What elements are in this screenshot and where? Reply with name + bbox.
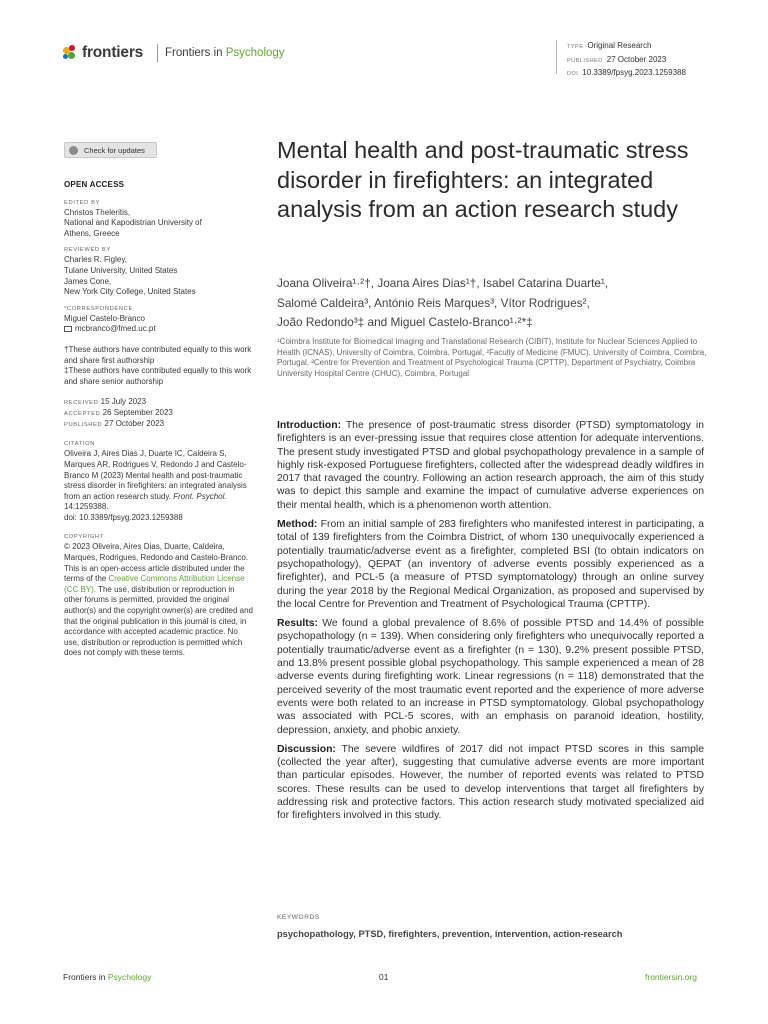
abstract-discussion: Discussion: The severe wildfires of 2017 did not impact PTSD scores in this sample (collected the year after), suggesting that cumulative adverse events are more important than particular episodes. However, the number of reported events was related to PTSD scores. These results can be used to develop interventions that target all firefighters by addressing risk and protective factors. This action research study motivated specialized aid for firefighters involved in this study. — [277, 743, 704, 822]
published-date: 27 October 2023 — [606, 54, 667, 64]
footer-journal[interactable]: Frontiers in Psychology — [63, 972, 152, 982]
page-number: 01 — [379, 972, 389, 982]
keywords: psychopathology, PTSD, firefighters, prevention, intervention, action-research — [277, 929, 623, 939]
refresh-icon — [69, 146, 78, 155]
abstract-results: Results: We found a global prevalence of 8.6% of possible PTSD and 14.4% of possible psychopathology (n = 139). When considering only firefighters who unequivocally reported a potentially traumatic/adverse event as a firefighter (n = 130), 9.2% present possible PTSD, and 13.8% present possible global psychopathology. This sample experienced a mean of 28 adverse events during firefighting work. Linear regressions (n = 118) demonstrated that the perceived severity of the most traumatic event reported and the experience of more adverse events were both related to an increase in PTSD symptomatology. Global psychopathology was associated with PCL-5 scores, with an emphasis on paranoid ideation, hostility, depression, anxiety, and phobic anxiety. — [277, 618, 704, 736]
reviewed-by: REVIEWED BY Charles R. Figley, Tulane University, United States James Cone, New York City College, United States — [64, 247, 196, 297]
authors-line-2: Salomé Caldeira³, António Reis Marques³, Vítor Rodrigues², — [277, 295, 590, 310]
citation: CITATION Oliveira J, Aires Dias J, Duarte IC, Caldeira S, Marques AR, Rodrigues V, Redondo J and Castelo-Branco M (2023) Mental health and post-traumatic stress disorder in firefighters: an integrated analysis from an action research study. Front. Psychol. 14:1259388. doi: 10.3389/fpsyg.2023.1259388 — [64, 440, 264, 523]
mail-icon — [64, 326, 72, 332]
copyright: COPYRIGHT © 2023 Oliveira, Aires Dias, Duarte, Caldeira, Marques, Rodrigues, Redondo and Castelo-Branco. This is an open-access article distributed under the terms of the Creative Commons Attribution License (CC BY). The use, distribution or reproduction in other forums is permitted, provided the original author(s) and the copyright owner(s) are credited and that the original publication in this journal is cited, in accordance with accepted academic practice. No use, distribution or reproduction is permitted which does not comply with these terms. — [64, 534, 253, 658]
affiliations: ¹Coimbra Institute for Biomedical Imaging and Translational Research (CIBIT), Institute for Nuclear Sciences Applied to Health (ICNAS), University of Coimbra, Coimbra, Portugal, ²Faculty of Medicine (FMUC), University of Coimbra, Coimbra, Portugal, ³Centre for Prevention and Treatment of Psychological Trauma (CPTTP), Department of Psychiatry, Coimbra University Hospital Centre (CHUC), Coimbra, Portugal — [277, 337, 707, 379]
abstract-introduction: Introduction: The presence of post-traumatic stress disorder (PTSD) symptomatology in firefighters is an ever-pressing issue that requires close attention for adequate interventions. The present study investigated PTSD and global psychopathology prevalence in a sample of highly risk-exposed Portuguese firefighters, collected after the widespread deadly wildfires in 2017 that ravaged the country. Following an action research approach, the aim of this study was to depict this sample and examine the impact of cumulative adverse experiences on their mental health, which is a phenomenon worth attention. — [277, 420, 704, 511]
article-title: Mental health and post-traumatic stress disorder in firefighters: an integrated analysis from an action research study — [277, 137, 689, 222]
abstract — [277, 419, 704, 829]
open-access-label: OPEN ACCESS — [64, 180, 125, 189]
frontiers-logo[interactable] — [63, 44, 143, 62]
meta-divider — [556, 40, 557, 74]
brand-name: frontiers — [82, 44, 144, 61]
dates: RECEIVED 15 July 2023 ACCEPTED 26 September 2023 PUBLISHED 27 October 2023 — [64, 397, 173, 429]
journal-name[interactable]: Frontiers in Psychology — [165, 47, 285, 59]
author-list — [277, 274, 707, 333]
edited-by: EDITED BY Christos Theleritis, National and Kapodistrian University of Athens, Greece — [64, 199, 202, 238]
authors-line-3: João Redondo³‡ and Miguel Castelo-Branco¹·²*‡ — [277, 315, 533, 329]
article-meta: TYPE Original Research PUBLISHED 27 October 2023 DOI 10.3389/fpsyg.2023.1259388 — [567, 41, 686, 77]
keywords-label: KEYWORDS — [277, 914, 320, 921]
author-notes: †These authors have contributed equally to this work and share first authorship ‡These authors have contributed equally to this work and share senior authorship — [64, 344, 252, 386]
correspondence: *CORRESPONDENCE Miguel Castelo-Branco mcbranco@fmed.uc.pt — [64, 305, 264, 335]
article-type: Original Research — [587, 41, 652, 50]
correspondence-email[interactable]: mcbranco@fmed.uc.pt — [64, 324, 264, 335]
article-sidebar — [64, 180, 264, 666]
doi-link[interactable]: 10.3389/fpsyg.2023.1259388 — [582, 68, 686, 77]
footer-site-link[interactable]: frontiersin.org — [645, 972, 697, 982]
abstract-method: Method: From an initial sample of 283 firefighters who manifested interest in participating, a total of 139 firefighters from the Coimbra District, of whom 130 unequivocally experienced a potentially traumatic/adverse event as a firefighter, completed BSI (to obtain indicators on psychopathology), QEPAT (an inventory of adverse events possibly experienced as a firefighter), and PCL-5 (a measure of PTSD symptomatology) through an online survey during the year 2018 by the Regional Medical Organization, as proposed and supervised by the local Centre for Prevention and Treatment of Psychological Trauma (CPTTP). — [277, 519, 704, 610]
check-for-updates-button[interactable]: Check for updates — [64, 142, 157, 158]
cc-license-link[interactable]: Creative Commons Attribution License (CC BY). — [64, 574, 245, 594]
frontiers-logo-icon — [63, 45, 79, 61]
citation-doi[interactable]: doi: 10.3389/fpsyg.2023.1259388 — [64, 512, 183, 522]
authors-line-1: Joana Oliveira¹·²†, Joana Aires Dias¹†, Isabel Catarina Duarte¹, — [277, 276, 609, 290]
header-divider — [157, 44, 158, 62]
